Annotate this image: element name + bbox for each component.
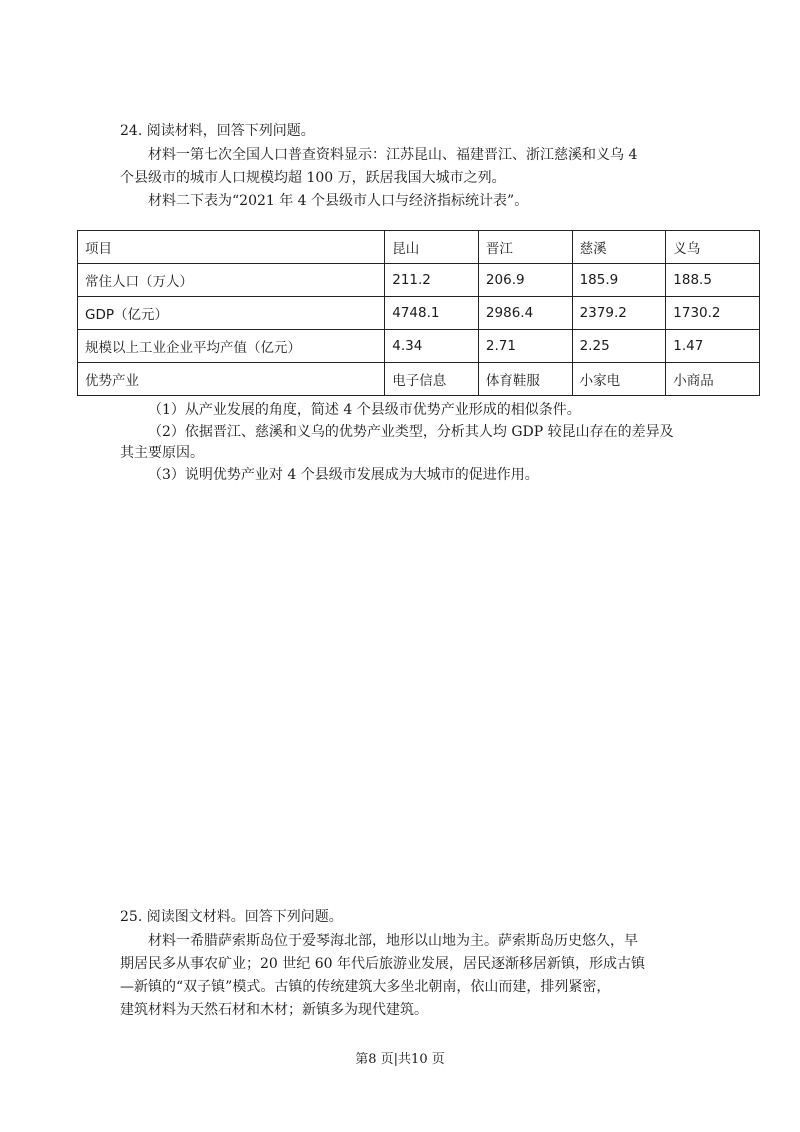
table-cell: 优势产业 — [78, 363, 385, 396]
page-footer: 第8 页|共10 页 — [355, 1052, 445, 1067]
table-cell: 小家电 — [572, 363, 666, 396]
table-row — [78, 330, 760, 363]
table-cell: 2.25 — [572, 330, 666, 363]
table-header-cell: 昆山 — [385, 231, 479, 264]
table-cell: 规模以上工业企业平均产值（亿元） — [78, 330, 385, 363]
q24-material1-line2: 个县级市的城市人口规模均超 100 万，跃居我国大城市之列。 — [120, 170, 506, 186]
table-cell: 185.9 — [572, 264, 666, 297]
table-cell: GDP（亿元） — [78, 297, 385, 330]
q25-line2: 期居民多从事农矿业；20 世纪 60 年代后旅游业发展，居民逐渐移居新镇，形成古镇 — [120, 956, 645, 972]
table-cell: 电子信息 — [385, 363, 479, 396]
table-header-cell: 义乌 — [666, 231, 760, 264]
table-row — [78, 264, 760, 297]
table-cell: 1730.2 — [666, 297, 760, 330]
table-cell: 4.34 — [385, 330, 479, 363]
stats-table — [77, 230, 760, 396]
q25-line4: 建筑材料为天然石材和木材；新镇多为现代建筑。 — [120, 1002, 428, 1018]
q24-subquestion-3: （3）说明优势产业对 4 个县级市发展成为大城市的促进作用。 — [148, 467, 539, 483]
table-cell: 2.71 — [478, 330, 572, 363]
table-cell: 206.9 — [478, 264, 572, 297]
table-cell: 体育鞋服 — [478, 363, 572, 396]
q24-material1-line1: 材料一第七次全国人口普查资料显示：江苏昆山、福建晋江、浙江慈溪和义乌 4 — [148, 147, 638, 163]
q24-subquestion-2-line2: 其主要原因。 — [120, 445, 204, 461]
table-cell: 1.47 — [666, 330, 760, 363]
q24-subquestion-2-line1: （2）依据晋江、慈溪和义乌的优势产业类型，分析其人均 GDP 较昆山存在的差异及 — [148, 424, 674, 440]
table-row — [78, 363, 760, 396]
table-cell: 4748.1 — [385, 297, 479, 330]
table-cell: 2379.2 — [572, 297, 666, 330]
table-header-cell: 项目 — [78, 231, 385, 264]
table-cell: 常住人口（万人） — [78, 264, 385, 297]
q24-material2: 材料二下表为“2021 年 4 个县级市人口与经济指标统计表”。 — [148, 193, 529, 209]
q24-subquestion-1: （1）从产业发展的角度，简述 4 个县级市优势产业形成的相似条件。 — [148, 402, 581, 418]
q25-title: 25. 阅读图文材料。回答下列问题。 — [120, 909, 343, 925]
table-row — [78, 297, 760, 330]
table-cell: 211.2 — [385, 264, 479, 297]
table-header-cell: 晋江 — [478, 231, 572, 264]
table-header-cell: 慈溪 — [572, 231, 666, 264]
table-cell: 188.5 — [666, 264, 760, 297]
table-cell: 2986.4 — [478, 297, 572, 330]
table-cell: 小商品 — [666, 363, 760, 396]
q24-title: 24. 阅读材料，回答下列问题。 — [120, 123, 315, 139]
table-header-row — [78, 231, 760, 264]
q25-line3: —新镇的“双子镇”模式。古镇的传统建筑大多坐北朝南，依山而建，排列紧密， — [120, 979, 611, 995]
q25-line1: 材料一希腊萨索斯岛位于爱琴海北部，地形以山地为主。萨索斯岛历史悠久，早 — [148, 933, 638, 949]
